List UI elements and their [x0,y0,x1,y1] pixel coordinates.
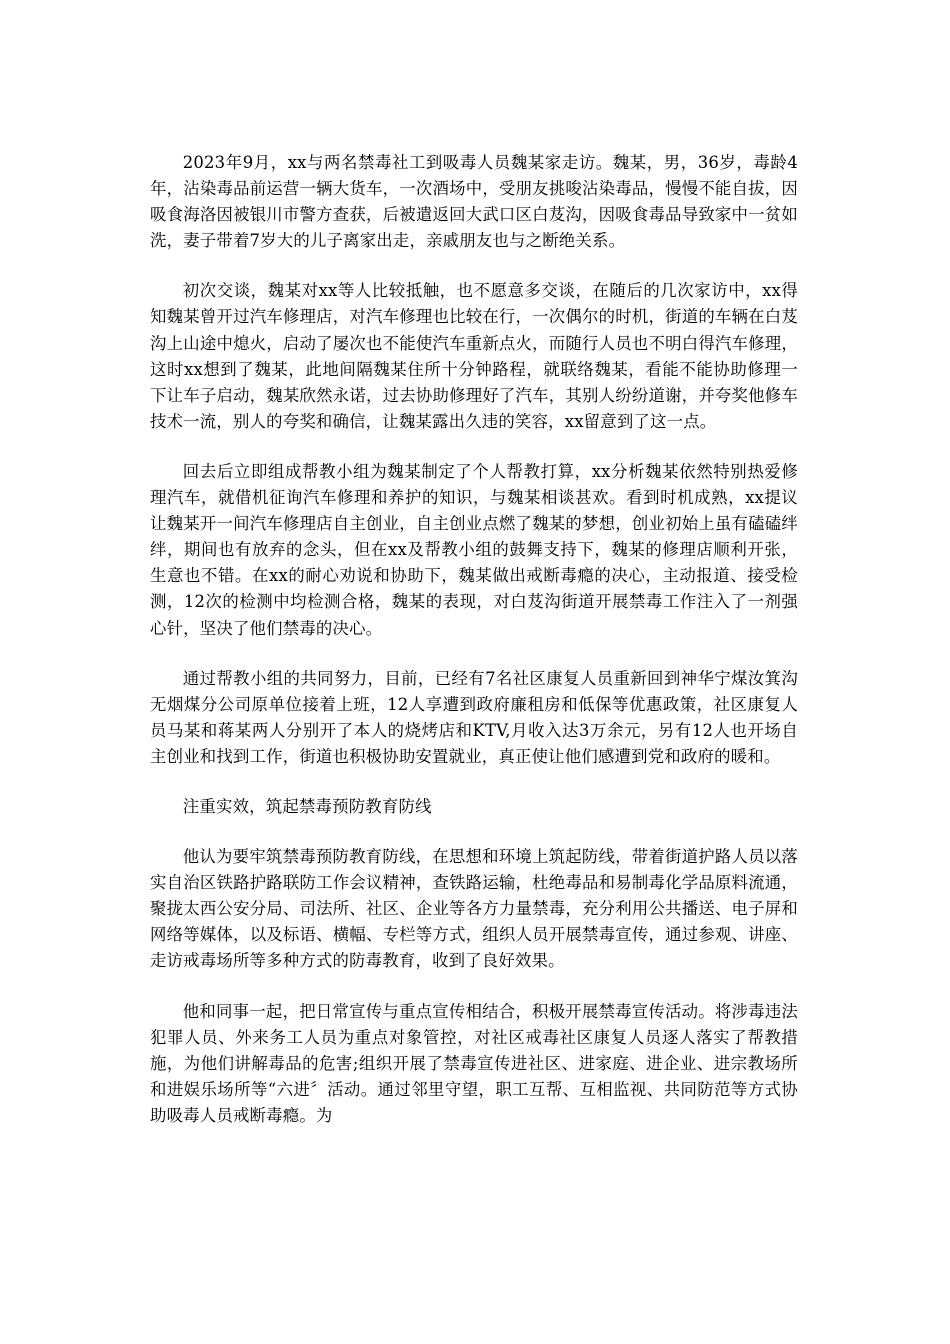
paragraph-6: 他和同事一起，把日常宣传与重点宣传相结合，积极开展禁毒宣传活动。将涉毒违法犯罪人员、外来务工人员为重点对象管控，对社区戒毒社区康复人员逐人落实了帮教措施，为他们讲解毒品的危害;组织开展了禁毒宣传进社区、进家庭、进企业、进宗教场所和进娱乐场所等“六进〞活动。通过邻里守望，职工互帮、互相监视、共同防范等方式协助吸毒人员戒断毒瘾。为 [150,1001,798,1125]
paragraph-1: 2023年9月，xx与两名禁毒社工到吸毒人员魏某家走访。魏某，男，36岁，毒龄4年，沾染毒品前运营一辆大货车，一次酒场中，受朋友挑唆沾染毒品，慢慢不能自拔，因吸食海洛因被银川市警方查获，后被遣返回大武口区白芨沟，因吸食毒品导致家中一贫如洗，妻子带着7岁大的儿子离家出走，亲戚朋友也与之断绝关系。 [150,153,798,251]
paragraph-3: 回去后立即组成帮教小组为魏某制定了个人帮教打算，xx分析魏某依然特别热爱修理汽车，就借机征询汽车修理和养护的知识，与魏某相谈甚欢。看到时机成熟，xx提议让魏某开一间汽车修理店自主创业，自主创业点燃了魏某的梦想，创业初始上虽有磕磕绊绊，期间也有放弃的念头，但在xx及帮教小组的鼓舞支持下，魏某的修理店顺利开张，生意也不错。在xx的耐心劝说和协助下，魏某做出戒断毒瘾的决心，主动报道、接受检测，12次的检测中均检测合格，魏某的表现，对白芨沟街道开展禁毒工作注入了一剂强心针，坚决了他们禁毒的决心。 [150,461,798,638]
document-body [150,150,798,1153]
paragraph-4: 通过帮教小组的共同努力，目前，已经有7名社区康复人员重新回到神华宁煤汝箕沟无烟煤分公司原单位接着上班，12人享遭到政府廉租房和低保等优惠政策，社区康复人员马某和蒋某两人分别开了本人的烧烤店和KTV,月收入达3万余元，另有12人也开场自主创业和找到工作，街道也积极协助安置就业，真正使让他们感遭到党和政府的暖和。 [150,668,798,766]
paragraph-2: 初次交谈，魏某对xx等人比较抵触，也不愿意多交谈，在随后的几次家访中，xx得知魏某曾开过汽车修理店，对汽车修理也比较在行，一次偶尔的时机，街道的车辆在白芨沟上山途中熄火，启动了屡次也不能使汽车重新点火，而随行人员也不明白得汽车修理，这时xx想到了魏某，此地间隔魏某住所十分钟路程，就联络魏某，看能不能协助修理一下让车子启动，魏某欣然永诺，过去协助修理好了汽车，其别人纷纷道谢，并夸奖他修车技术一流，别人的夸奖和确信，让魏某露出久违的笑容，xx留意到了这一点。 [150,281,798,431]
paragraph-5: 他认为要牢筑禁毒预防教育防线，在思想和环境上筑起防线，带着街道护路人员以落实自治区铁路护路联防工作会议精神，查铁路运输，杜绝毒品和易制毒化学品原料流通，聚拢太西公安分局、司法所、社区、企业等各方力量禁毒，充分利用公共播送、电子屏和网络等媒体，以及标语、横幅、专栏等方式，组织人员开展禁毒宣传，通过参观、讲座、走访戒毒场所等多种方式的防毒教育，收到了良好效果。 [150,847,798,971]
section-heading: 注重实效，筑起禁毒预防教育防线 [182,796,432,816]
